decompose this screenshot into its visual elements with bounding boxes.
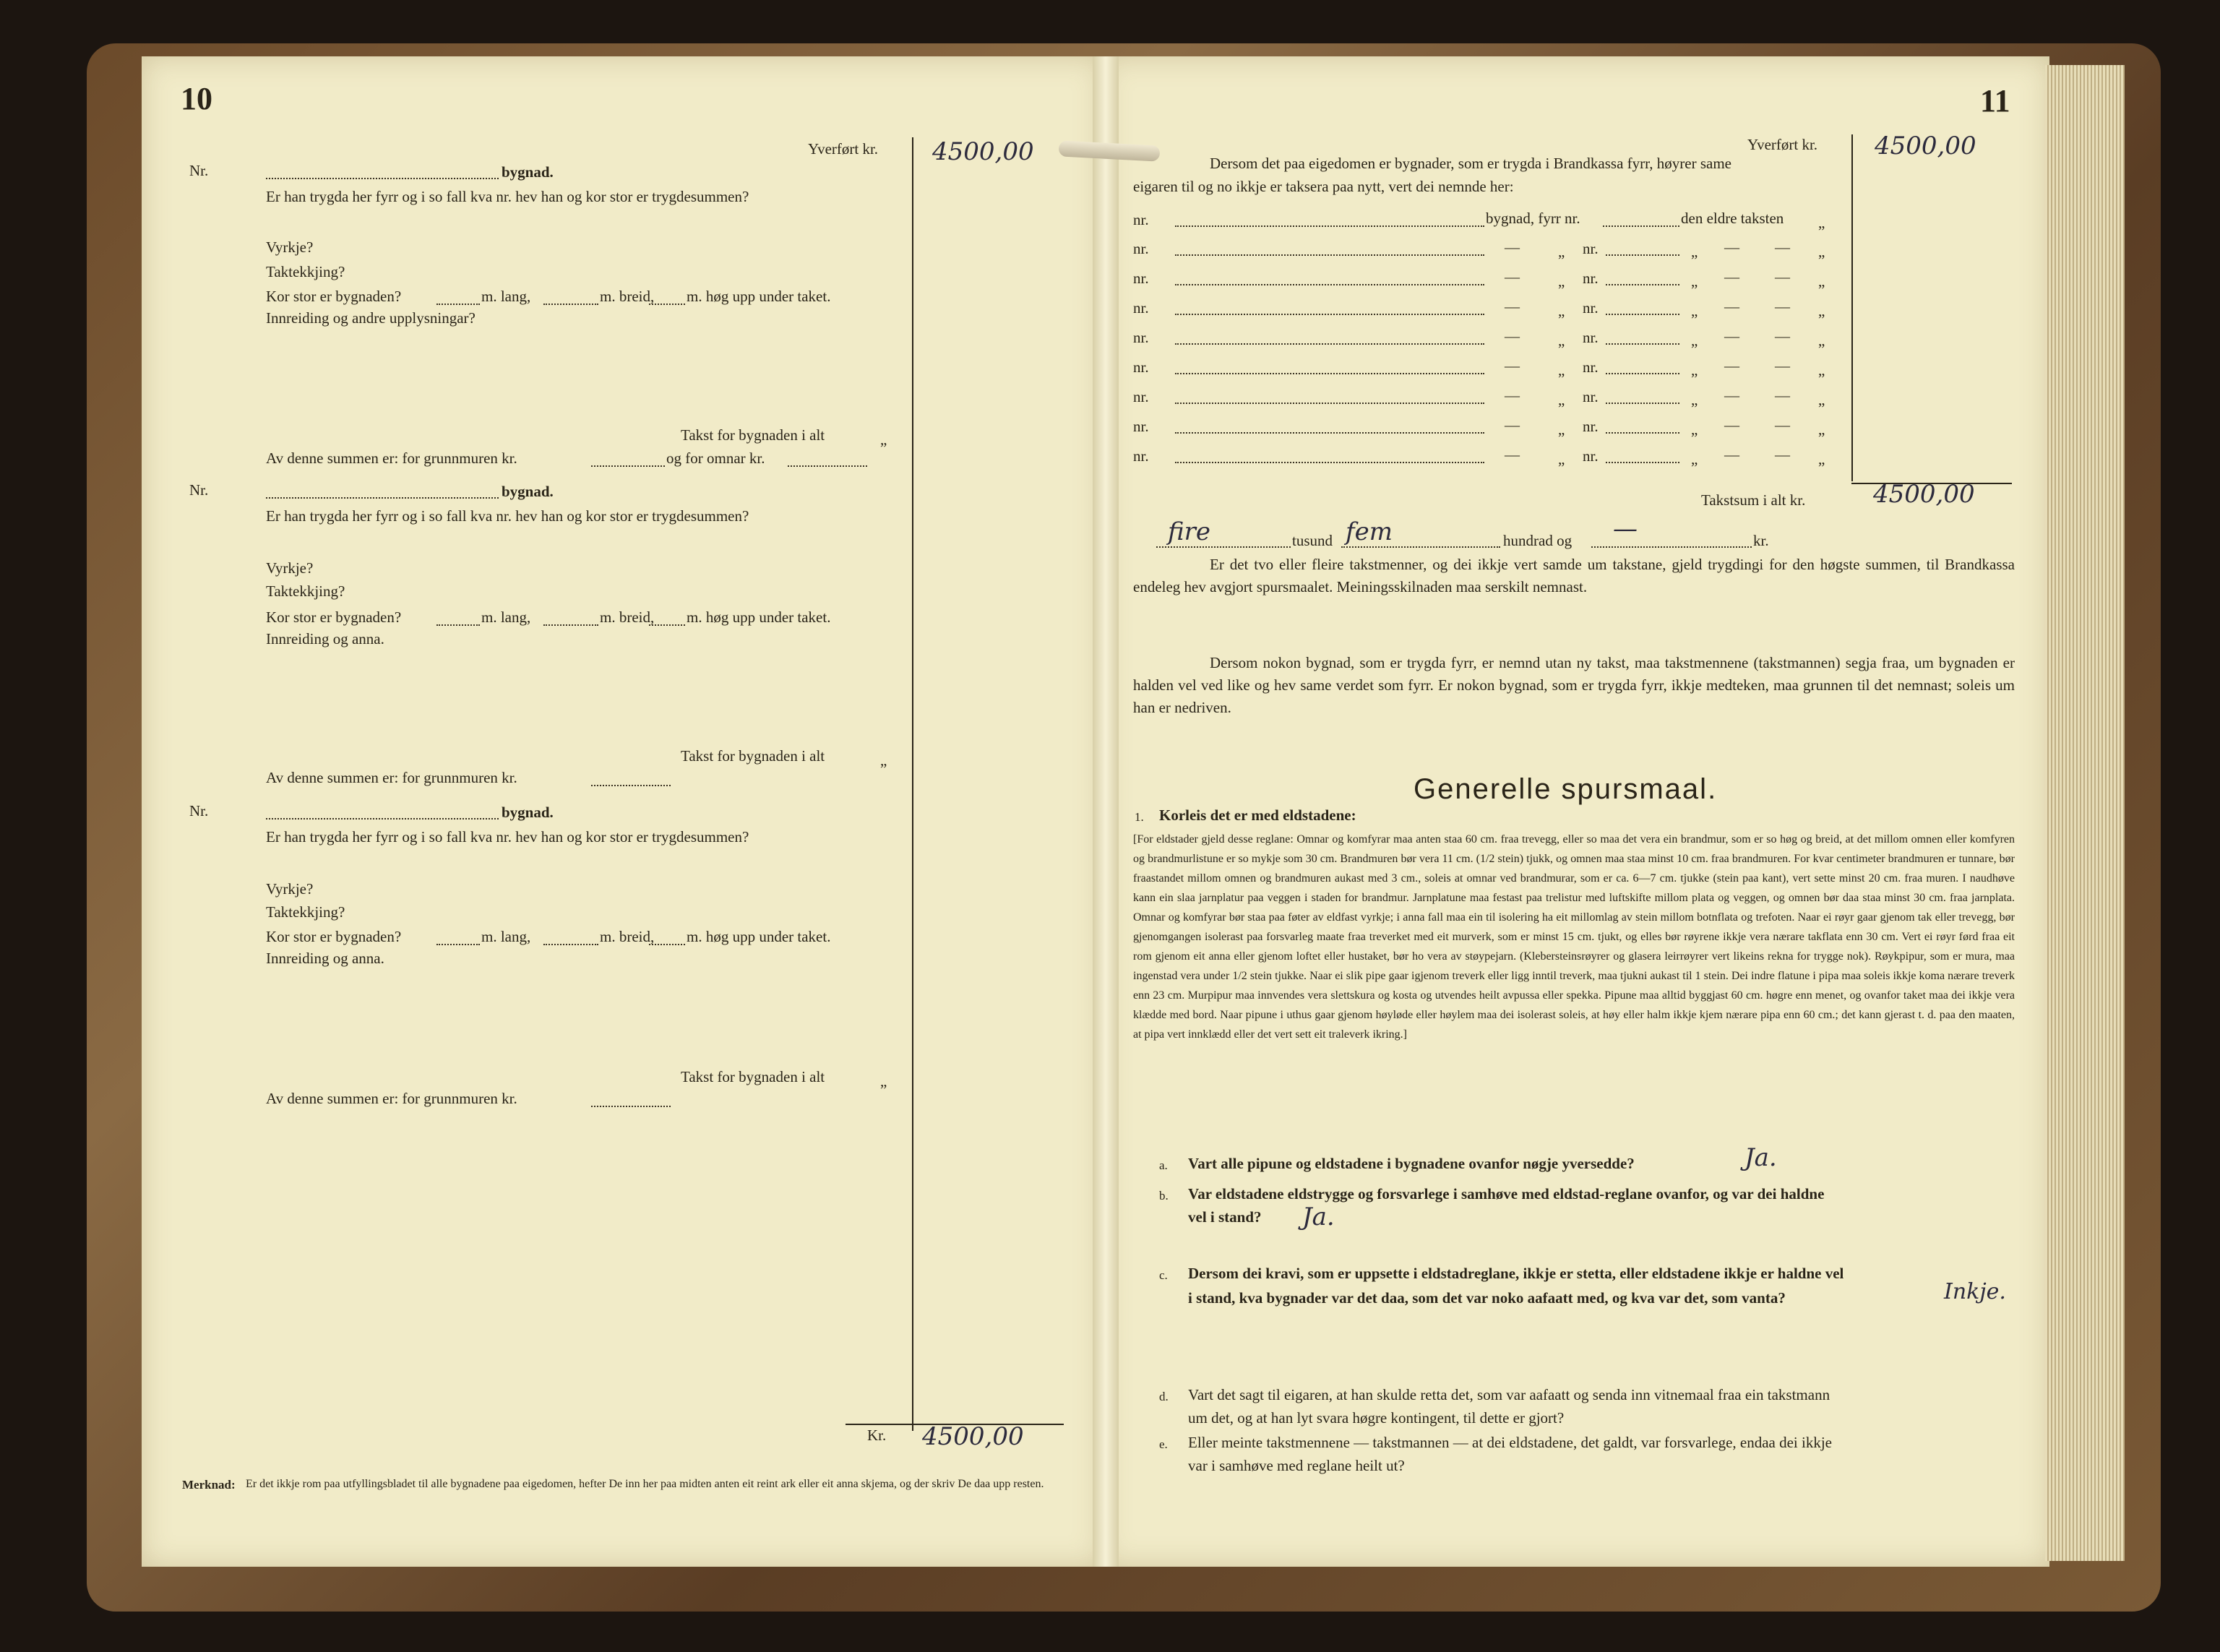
takstsum-value: 4500,00: [1873, 480, 1975, 509]
row-quote: „: [1818, 302, 1825, 319]
row-nr-label: nr.: [1583, 388, 1599, 405]
hundreds-field[interactable]: [1341, 546, 1500, 548]
bygnad-label: bygnad.: [502, 483, 554, 500]
qe-text-line1: Eller meinte takstmennene — takstmannen — at dei eldstadene, det galdt, var forsvarlege, endaa dei ikkje: [1188, 1434, 1833, 1451]
takst-label: Takst for bygnaden i alt: [681, 1068, 825, 1085]
length-field[interactable]: [436, 304, 480, 305]
row-dash: —: [1505, 268, 1520, 285]
qb-text-line1: Var eldstadene eldstrygge og forsvarlege i samhøve med eldstad-reglane ovanfor, og var dei haldne: [1188, 1185, 1825, 1203]
row-old-nr-field[interactable]: [1606, 462, 1679, 463]
width-field[interactable]: [543, 304, 598, 305]
tusund-label: tusund: [1292, 532, 1333, 549]
row-nr-label: nr.: [1133, 299, 1149, 317]
size-question: Kor stor er bygnaden?: [266, 608, 402, 626]
left-carried-value: 4500,00: [932, 137, 1034, 166]
width-unit: m. breid,: [600, 608, 655, 626]
length-field[interactable]: [436, 624, 480, 626]
row-dash: —: [1724, 387, 1739, 404]
row-quote: „: [1818, 332, 1825, 349]
grunnmuren-field[interactable]: [591, 785, 671, 786]
vyrkje-label: Vyrkje?: [266, 880, 314, 898]
left-page: [142, 56, 1103, 1567]
height-unit: m. høg upp under taket.: [687, 928, 831, 945]
thousands-field[interactable]: [1156, 546, 1291, 548]
length-unit: m. lang,: [481, 608, 531, 626]
thousands-handwritten: fire: [1168, 517, 1211, 546]
row-dash: —: [1505, 387, 1520, 404]
row-quote: „: [1691, 332, 1698, 349]
qc-answer[interactable]: Inkje.: [1944, 1279, 2006, 1304]
height-field[interactable]: [649, 944, 685, 945]
row-building-field[interactable]: [1175, 225, 1484, 227]
row-quote: „: [1558, 332, 1565, 349]
row-quote: „: [1818, 450, 1825, 468]
vyrkje-label: Vyrkje?: [266, 238, 314, 256]
rest-field[interactable]: [1591, 546, 1752, 548]
left-page-number: 10: [181, 81, 212, 116]
q1-number: 1.: [1135, 810, 1144, 824]
right-carried-value: 4500,00: [1875, 132, 1976, 160]
hundrad-label: hundrad og: [1503, 532, 1572, 549]
row-nr-label: nr.: [1583, 240, 1599, 257]
row-quote: „: [1558, 361, 1565, 379]
row-bygnad-fyrr: bygnad, fyrr nr.: [1486, 210, 1580, 227]
row-quote: „: [1558, 243, 1565, 260]
merknad-label: Merknad:: [182, 1478, 236, 1492]
book-spine: [1093, 56, 1119, 1567]
width-field[interactable]: [543, 624, 598, 626]
para-no-new-takst: Dersom nokon bygnad, som er trygda fyrr, er nemnd utan ny takst, maa takstmennene (takstmannen) segja fraa, um bygnaden er halden vel ved like og hev same verdet som fyrr. Er nokon bygnad, som er trygda fyrr, ikkje medteken, maa grunnen til det nemnast; soleis um han er nedriven.: [1133, 654, 2015, 716]
row-nr-label: nr.: [1583, 329, 1599, 346]
row-quote: „: [1558, 450, 1565, 468]
qe-text-line2: var i samhøve med reglane heilt ut?: [1188, 1457, 1405, 1474]
hundreds-handwritten: fem: [1346, 517, 1393, 546]
row-building-field[interactable]: [1175, 314, 1484, 315]
row-old-nr-field[interactable]: [1606, 432, 1679, 434]
row-dash: —: [1724, 357, 1739, 374]
merknad-text: Er det ikkje rom paa utfyllingsbladet til alle bygnadene paa eigedomen, hefter De inn her paa midten anten eit reint ark eller eit anna skjema, og der skriv De daa upp resten.: [246, 1478, 1044, 1490]
row-nr-label: nr.: [1133, 358, 1149, 376]
innreiding-label: Innreiding og anna.: [266, 950, 384, 967]
row-dash: —: [1724, 327, 1739, 345]
size-question: Kor stor er bygnaden?: [266, 928, 402, 945]
taktekkjing-label: Taktekkjing?: [266, 582, 345, 600]
qd-label: d.: [1159, 1390, 1169, 1403]
row-nr-label: nr.: [1583, 270, 1599, 287]
row-quote: „: [1818, 214, 1825, 231]
taktekkjing-label: Taktekkjing?: [266, 263, 345, 280]
row-dash: —: [1505, 446, 1520, 463]
row-building-field[interactable]: [1175, 373, 1484, 374]
bygnad-label: bygnad.: [502, 163, 554, 181]
qa-text: Vart alle pipune og eldstadene i bygnadene ovanfor nøgje yversedde?: [1188, 1155, 1635, 1172]
insured-question: Er han trygda her fyrr og i so fall kva nr. hev han og kor stor er trygdesummen?: [266, 507, 749, 525]
building-name-field[interactable]: [266, 178, 499, 179]
row-building-field[interactable]: [1175, 254, 1484, 256]
row-nr-label: nr.: [1133, 240, 1149, 257]
row-nr-label: nr.: [1133, 329, 1149, 346]
building-name-field[interactable]: [266, 818, 499, 819]
height-field[interactable]: [649, 304, 685, 305]
row-dash: —: [1724, 298, 1739, 315]
row-old-nr-field[interactable]: [1606, 373, 1679, 374]
row-nr-label: nr.: [1133, 211, 1149, 228]
row-old-nr-field[interactable]: [1606, 284, 1679, 285]
row-dash: —: [1724, 416, 1739, 434]
row-quote: „: [1818, 272, 1825, 290]
grunnmuren-field[interactable]: [591, 465, 665, 467]
qa-label: a.: [1159, 1158, 1168, 1172]
row-dash: —: [1775, 357, 1790, 374]
innreiding-label: Innreiding og anna.: [266, 630, 384, 648]
grunnmuren-field[interactable]: [591, 1106, 671, 1107]
takst-label: Takst for bygnaden i alt: [681, 426, 825, 444]
row-quote: „: [1691, 302, 1698, 319]
insured-question: Er han trygda her fyrr og i so fall kva nr. hev han og kor stor er trygdesummen?: [266, 188, 749, 205]
row-dash: —: [1505, 416, 1520, 434]
row-quote: „: [1818, 421, 1825, 438]
row-old-nr-field[interactable]: [1606, 343, 1679, 345]
row-dash: —: [1775, 416, 1790, 434]
row-quote: „: [1691, 361, 1698, 379]
row-dash: —: [1505, 357, 1520, 374]
row-building-field[interactable]: [1175, 403, 1484, 404]
grunnmuren-label: Av denne summen er: for grunnmuren kr.: [266, 1090, 517, 1107]
row-building-field[interactable]: [1175, 284, 1484, 285]
row-old-nr-field[interactable]: [1606, 254, 1679, 256]
left-total-value: 4500,00: [922, 1422, 1024, 1451]
row-building-field[interactable]: [1175, 462, 1484, 463]
left-total-label: Kr.: [867, 1427, 887, 1444]
height-unit: m. høg upp under taket.: [687, 288, 831, 305]
quote-mark: „: [880, 752, 887, 769]
width-unit: m. breid,: [600, 928, 655, 945]
row-dash: —: [1775, 446, 1790, 463]
right-page-number: 11: [1980, 83, 2010, 119]
quote-mark: „: [880, 431, 887, 448]
size-question: Kor stor er bygnaden?: [266, 288, 402, 305]
left-carried-label: Yverført kr.: [808, 140, 879, 158]
length-unit: m. lang,: [481, 928, 531, 945]
row-dash: —: [1505, 327, 1520, 345]
row-quote: „: [1818, 391, 1825, 408]
width-field[interactable]: [543, 944, 598, 945]
row-nr-label: nr.: [1583, 299, 1599, 317]
innreiding-label: Innreiding og andre upplysningar?: [266, 309, 476, 327]
building-name-field[interactable]: [266, 497, 499, 499]
row-nr-label: nr.: [1133, 270, 1149, 287]
row-nr-label: nr.: [1583, 447, 1599, 465]
row-nr-label: nr.: [1133, 388, 1149, 405]
grunnmuren-label: Av denne summen er: for grunnmuren kr.: [266, 769, 517, 786]
row-eldre-taksten: den eldre taksten: [1681, 210, 1784, 227]
qb-text-line2: vel i stand?: [1188, 1208, 1262, 1226]
qc-label: c.: [1159, 1268, 1168, 1282]
right-amount-column-line: [1851, 134, 1853, 481]
row-quote: „: [1558, 391, 1565, 408]
qc-text-line1: Dersom dei kravi, som er uppsette i eldstadreglane, ikkje er stetta, eller eldstadene ikkje er haldne vel: [1188, 1265, 1844, 1282]
row-building-field[interactable]: [1175, 432, 1484, 434]
kr-label: kr.: [1753, 532, 1769, 549]
row-nr-label: nr.: [1583, 358, 1599, 376]
row-dash: —: [1505, 238, 1520, 256]
row-quote: „: [1691, 450, 1698, 468]
row-old-nr-field[interactable]: [1606, 403, 1679, 404]
right-carried-label: Yverført kr.: [1747, 136, 1818, 153]
grunnmuren-label: Av denne summen er: for grunnmuren kr.: [266, 449, 517, 467]
length-unit: m. lang,: [481, 288, 531, 305]
qb-answer[interactable]: Ja.: [1302, 1203, 1335, 1231]
bygnad-label: bygnad.: [502, 804, 554, 821]
row-building-field[interactable]: [1175, 343, 1484, 345]
row-quote: „: [1691, 391, 1698, 408]
q1-title: Korleis det er med eldstadene:: [1159, 806, 1356, 824]
row-dash: —: [1775, 268, 1790, 285]
row-quote: „: [1558, 302, 1565, 319]
omnar-field[interactable]: [788, 465, 867, 467]
height-field[interactable]: [649, 624, 685, 626]
row-quote: „: [1691, 421, 1698, 438]
qb-label: b.: [1159, 1189, 1169, 1203]
row-dash: —: [1775, 327, 1790, 345]
row-dash: —: [1724, 238, 1739, 256]
row-nr-label: nr.: [1133, 447, 1149, 465]
row-old-nr-field[interactable]: [1603, 225, 1679, 227]
qd-text-line1: Vart det sagt til eigaren, at han skulde retta det, som var aafaatt og senda inn vitnemaal fraa ein takstmann: [1188, 1386, 1830, 1403]
row-quote: „: [1818, 243, 1825, 260]
row-quote: „: [1558, 272, 1565, 290]
row-quote: „: [1818, 361, 1825, 379]
qc-text-line2: i stand, kva bygnader var det daa, som det var noko aafaatt med, og kva var det, som vanta?: [1188, 1289, 1786, 1307]
section-title: Generelle spursmaal.: [1414, 773, 1718, 805]
width-unit: m. breid,: [600, 288, 655, 305]
entry-nr-label: Nr.: [189, 162, 209, 179]
length-field[interactable]: [436, 944, 480, 945]
omnar-label: og for omnar kr.: [666, 449, 765, 467]
qa-answer[interactable]: Ja.: [1744, 1143, 1777, 1172]
fireplace-regulations: [For eldstader gjeld desse reglane: Omnar og komfyrar maa anten staa 60 cm. fraa trevegg, eller so maa det vera ein brandmur, som er so høg og breid, at det millom omnen eller komfyren og brandmurlistune er so mykje som 30 cm. Brandmuren bør vera 11 cm. (1/2 stein) tjukk, og omnen maa staa minst 10 cm. fraa brandmuren. For kvar centimeter brandmuren er tunnare, bør fraastandet millom omnen og brandmuren aukast med 3 cm., soleis at omnar ved brandmurar, som er ca. 6—7 cm. tjukke (stein paa kant), vert sette minst 20 cm. fraa muren. I naudhøve kann ein slaa jarnplatur paa veggen i staden for brandmur. Jarnplatune maa festast paa trelistur med luftskifte millom plata og veggen, og omnen bør daa staa minst 30 cm. fraa jarnplata. Omnar og komfyrar bør staa paa føter av eldfast vyrkje; i anna fall maa ein til isolering ha eit millomlag av stein millom botnflata og trefoten. Naar ei røyr gaar gjenom tak eller trevegg, bør gjenomgangen isolerast paa forsvarleg maate fraa treverket med eit murverk, som er minst 15 cm. tjukt, og elles bør røyrene ikkje vera nærare takflata enn 30 cm. Vert ei røyr førd fraa eit rom gjenom eit anna eller gjenom loftet eller hustaket, bør ho vera av støypejarn. (Klebersteinsrøyrer og glasera leirrøyrer vert likeins rekna for trygge nok). Røykpipur, som er mura, maa ingenstad vera under 1/2 stein tjukke. Naar ei slik pipe gaar igjenom treverk eller ligg inntil treverk, maa tjukni aukast til 1 stein. Dei indre flatune i pipa maa soleis ikkje koma nærare treverk enn 23 cm. Murpipur maa innvendes vera slettskura og kosta og utvendes heilt avpussa eller spekka. Pipune maa alltid byggjast 60 cm. høgre enn menet, og ovanfor taket maa dei ikkje vera klædde med bord. Naar pipune i uthus gaar gjenom høyløde eller høylem maa dei isolerast soleis, at høy eller halm ikkje kjem nærare pipa enn 60 cm.; det kann gjerast t. d. paa den maaten, at pipa vert innklædd eller det vert sett eit traleverk ikring.]: [1133, 833, 2015, 1041]
row-old-nr-field[interactable]: [1606, 314, 1679, 315]
insured-question: Er han trygda her fyrr og i so fall kva nr. hev han og kor stor er trygdesummen?: [266, 828, 749, 846]
row-dash: —: [1775, 298, 1790, 315]
row-dash: —: [1775, 387, 1790, 404]
entry-nr-label: Nr.: [189, 481, 209, 499]
rest-handwritten: —: [1613, 515, 1638, 543]
row-quote: „: [1691, 272, 1698, 290]
entry-nr-label: Nr.: [189, 802, 209, 819]
taktekkjing-label: Taktekkjing?: [266, 903, 345, 921]
amount-column-line: [912, 137, 913, 1431]
qe-label: e.: [1159, 1437, 1168, 1451]
right-intro: Dersom det paa eigedomen er bygnader, som er trygda i Brandkassa fyrr, høyrer same eigaren til og no ikkje er taksera paa nytt, vert dei nemnde her:: [1133, 155, 1731, 195]
row-quote: „: [1558, 421, 1565, 438]
takst-label: Takst for bygnaden i alt: [681, 747, 825, 765]
row-quote: „: [1691, 243, 1698, 260]
vyrkje-label: Vyrkje?: [266, 559, 314, 577]
qd-text-line2: um det, og at han lyt svara høgre kontingent, til dette er gjort?: [1188, 1409, 1565, 1427]
para-disagreement: Er det tvo eller fleire takstmenner, og dei ikkje vert samde um takstane, gjeld trygdingi for den høgste summen, til Brandkassa endeleg hev avgjort spursmaalet. Meiningsskilnaden maa serskilt nemnast.: [1133, 556, 2015, 595]
row-dash: —: [1724, 446, 1739, 463]
row-dash: —: [1505, 298, 1520, 315]
row-dash: —: [1724, 268, 1739, 285]
height-unit: m. høg upp under taket.: [687, 608, 831, 626]
page-edges: [2045, 65, 2125, 1561]
row-nr-label: nr.: [1133, 418, 1149, 435]
row-nr-label: nr.: [1583, 418, 1599, 435]
quote-mark: „: [880, 1072, 887, 1090]
row-dash: —: [1775, 238, 1790, 256]
takstsum-label: Takstsum i alt kr.: [1701, 491, 1806, 509]
